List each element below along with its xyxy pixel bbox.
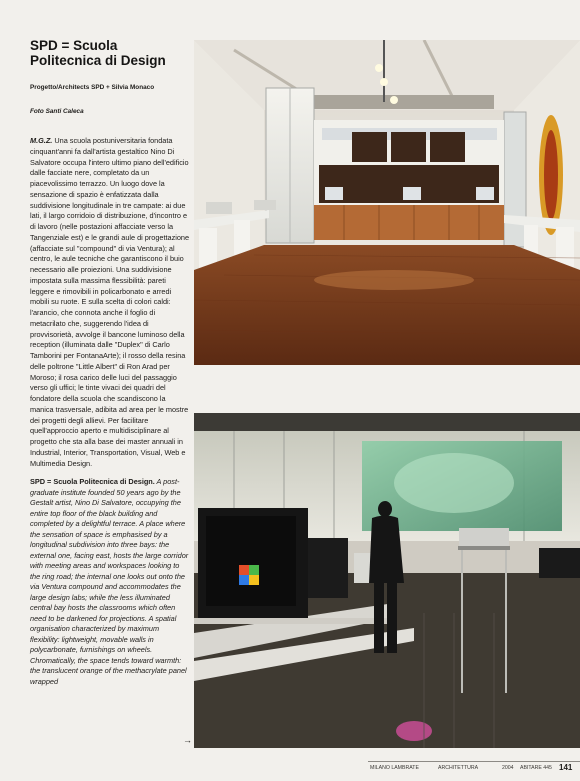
italian-body: [30, 136, 190, 469]
text-column: [30, 38, 190, 687]
photo-computer-lab: [194, 413, 580, 748]
english-lead: SPD = Scuola Politecnica di Design.: [30, 477, 155, 487]
title-line-1: SPD = Scuola: [30, 38, 118, 53]
page-number: 141: [559, 763, 573, 772]
english-body: [30, 477, 190, 687]
footer-magazine: ABITARE 445: [520, 765, 552, 771]
footer-section: ARCHITETTURA: [438, 765, 479, 771]
footer-year: 2004: [502, 765, 514, 771]
architect-credit: Progetto/Architects SPD + Silvia Monaco: [30, 84, 155, 91]
corridor-illustration: [194, 40, 580, 365]
lab-illustration: [194, 413, 580, 748]
page-footer: [368, 761, 580, 774]
article-title: [30, 38, 190, 68]
italian-text: Una scuola postuniversitaria fondata cinquant'anni fa dall'artista gestaltico Nino Di Salvatore occupa l'intero ultimo piano dell'edificio dalle facciate nere, completato da un piacevolissimo terrazzo. Un luogo dove la sensazione di spazio è enfatizzata dalla suddivisione longitudinale in tre campate: ai due lati, il largo corridoio di distribuzione, d'incontro e di lavoro (nelle postazioni affacciate verso la Tangenziale est) e le grandi aule di progettazione (affacciate sul "compound" di via Ventura); al centro, le aule tecniche che garantiscono il buio necessario alle proiezioni. Una suddivisione impostata sulla massima flessibilità: pareti leggere e rimovibili in policarbonato e arredi mobili su ruote. E sulla scelta di colori caldi: l'arancio, che connota anche il foglio di metacrilato che, suggerendo l'idea di provvisorietà, avvolge il bancone luminoso della reception (illuminata dalle "Duplex" di Carlo Tamborini per FontanaArte); il rosso della resina delle poltrone "Little Albert" di Ron Arad per Moroso; il rosa carico delle luci del passaggio verso gli uffici; le tinte vivaci dei quadri del fondatore della scuola che scandiscono la manica trasversale, adibita ad area per le mostre dei progetti degli allievi. Per facilitare quell'approccio aperto e multidisciplinare al progetto che sta alla base dei master annuali in Industrial, Interior, Transportation, Visual, Web e Multimedia Design.: [30, 136, 190, 468]
footer-location: MILANO LAMBRATE: [370, 765, 419, 771]
title-line-2: Politecnica di Design: [30, 53, 166, 68]
english-text: A post-graduate institute founded 50 years ago by the Gestalt artist, Nino Di Salvatore, occupying the entire top floor of the black building and completed by a delightful terrace. A place where the sensation of space is emphasised by a longitudinal subdivision into three bays: the external one, facing east, hosts the large corridor with meeting areas and workspaces looking to the ring road; the internal one looks out onto the via Ventura compound and accommodates the large design labs; while the less illuminated central bay hosts the classrooms which often need to be darkened for projections. A spatial organisation characterized by maximum flexibility: lightweight, movable walls in polycarbonate, furnishings on wheels. Chromatically, the space tends toward warmth: the translucent orange of the methacrylate panel wrapped: [30, 477, 189, 686]
photo-credit: Foto Santi Caleca: [30, 108, 84, 115]
continue-arrow: →: [183, 735, 192, 745]
photo-corridor: [194, 40, 580, 365]
author-initials: M.G.Z.: [30, 136, 53, 145]
